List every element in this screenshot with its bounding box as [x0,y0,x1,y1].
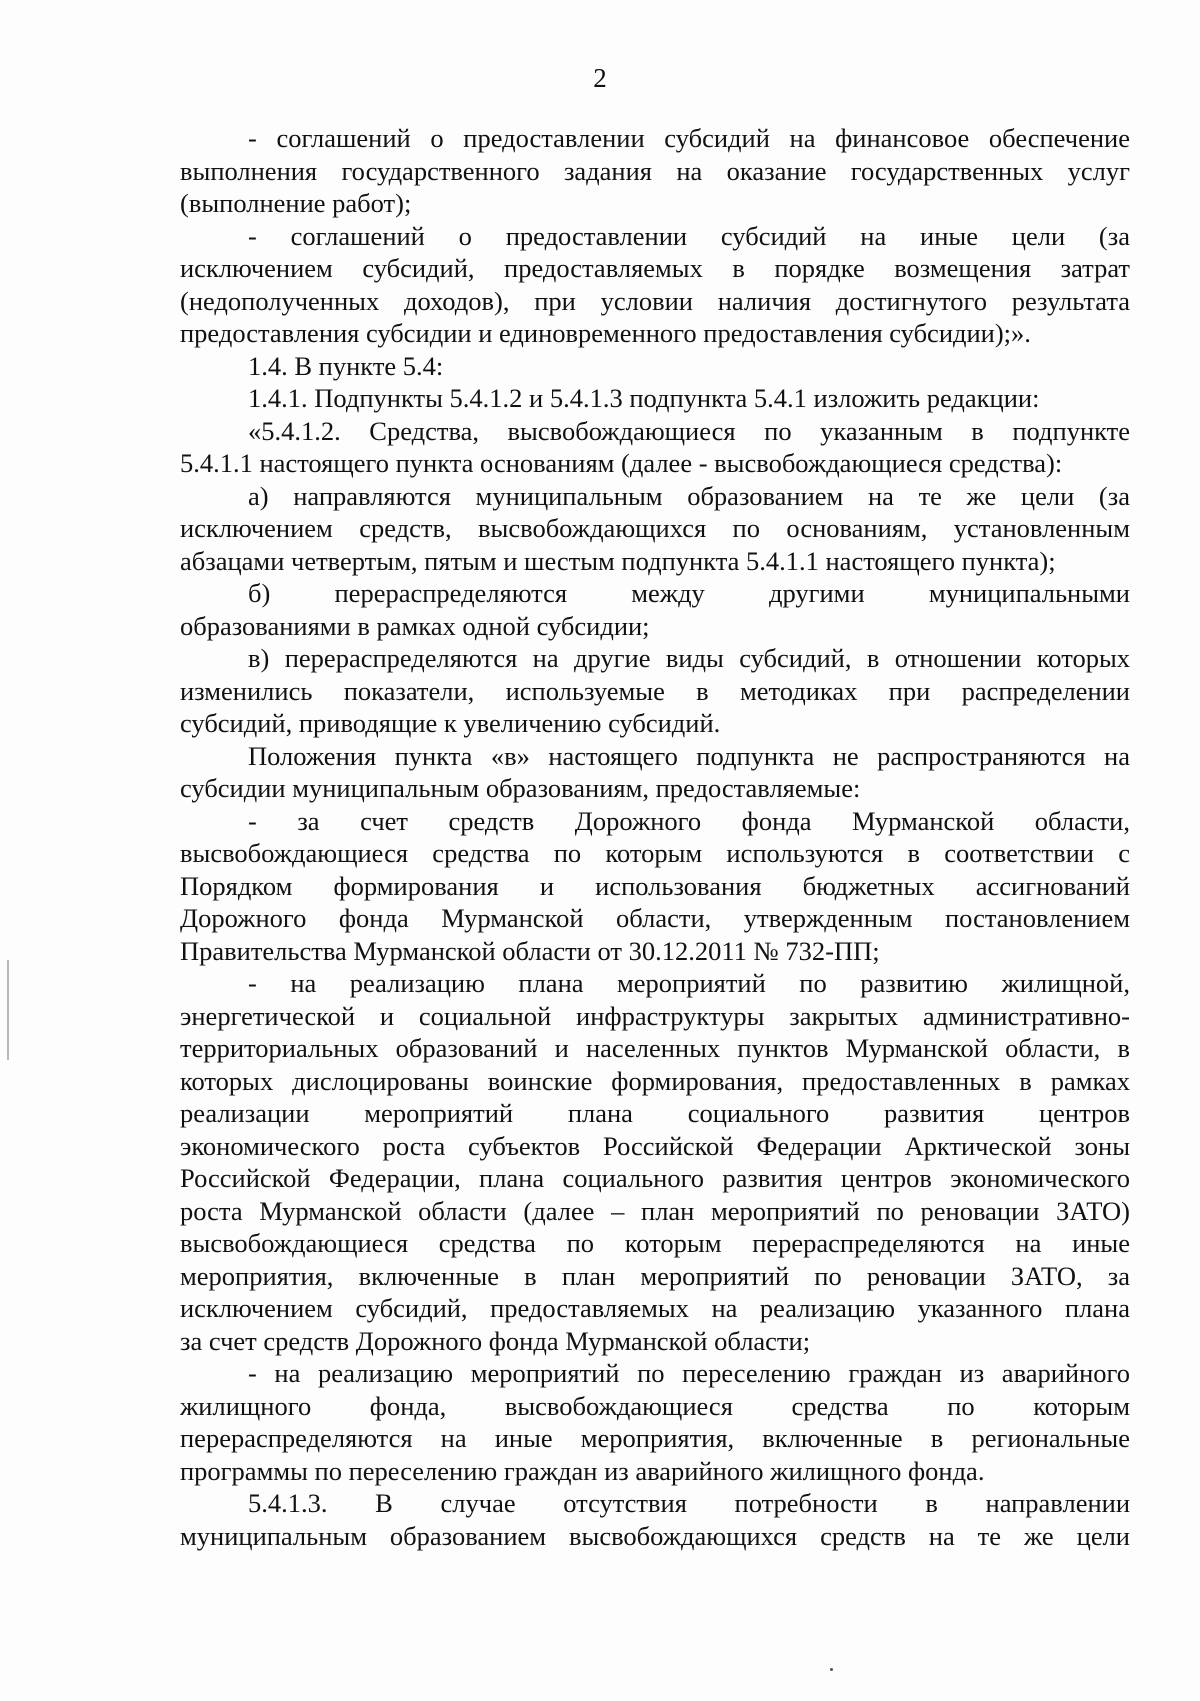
text-line: мероприятия, включенные в план мероприятий по реновации ЗАТО, за [180,1260,1130,1291]
text-line: муниципальным образованием высвобождающихся средств на те же цели [180,1520,1130,1551]
text-line: 5.4.1.3. В случае отсутствия потребности в направлении [248,1488,1130,1518]
document-body [180,122,1130,1552]
text-line: б) перераспределяются между другими муниципальными [248,578,1130,608]
text-line: программы по переселению граждан из аварийного жилищного фонда. [180,1455,985,1486]
text-line: - на реализацию мероприятий по переселению граждан из аварийного [248,1358,1130,1388]
scan-artifact [7,960,9,1060]
text-line: 1.4. В пункте 5.4: [248,350,444,381]
text-line: абзацами четвертым, пятым и шестым подпункта 5.4.1.1 настоящего пункта); [180,545,1056,576]
text-line: высвобождающиеся средства по которым используются в соответствии с [180,838,1130,868]
text-line: реализации мероприятий плана социального развития центров [180,1098,1130,1128]
text-line: «5.4.1.2. Средства, высвобождающиеся по указанным в подпункте [248,415,1130,446]
page-number: 2 [593,63,607,93]
text-line: исключением субсидий, предоставляемых в порядке возмещения затрат [180,253,1130,283]
text-line: экономического роста субъектов Российской Федерации Арктической зоны [180,1130,1130,1161]
text-line: изменились показатели, используемые в методиках при распределении [180,675,1130,706]
text-line: жилищного фонда, высвобождающиеся средства по которым [180,1390,1130,1421]
text-line: исключением субсидий, предоставляемых на реализацию указанного плана [180,1293,1130,1323]
text-line: - соглашений о предоставлении субсидий на финансовое обеспечение [248,123,1130,153]
text-line: Правительства Мурманской области от 30.12.2011 № 732-ПП; [180,935,880,966]
text-line: энергетической и социальной инфраструктуры закрытых административно- [180,1000,1130,1031]
text-line: перераспределяются на иные мероприятия, включенные в региональные [180,1423,1130,1453]
text-line: исключением средств, высвобождающихся по основаниям, установленным [180,513,1130,543]
text-line: Российской Федерации, плана социального развития центров экономического [180,1163,1130,1193]
text-line: субсидии муниципальным образованиям, предоставляемые: [180,773,861,803]
text-line: предоставления субсидии и единовременного предоставления субсидии);». [180,318,1031,348]
text-line: 5.4.1.1 настоящего пункта основаниям (далее - высвобождающиеся средства): [180,448,1063,478]
text-line: 1.4.1. Подпункты 5.4.1.2 и 5.4.1.3 подпункта 5.4.1 изложить редакции: [248,383,1040,413]
scan-artifact-dot [830,1668,833,1671]
text-line: которых дислоцированы воинские формирования, предоставленных в рамках [180,1065,1130,1096]
text-line: а) направляются муниципальным образованием на те же цели (за [248,480,1130,511]
text-line: роста Мурманской области (далее – план мероприятий по реновации ЗАТО) [180,1195,1130,1226]
text-line: территориальных образований и населенных пунктов Мурманской области, в [180,1033,1130,1063]
text-line: в) перераспределяются на другие виды субсидий, в отношении которых [248,643,1130,673]
text-line: высвобождающиеся средства по которым перераспределяются на иные [180,1228,1130,1258]
text-line: Положения пункта «в» настоящего подпункта не распространяются на [248,740,1130,771]
text-line: - за счет средств Дорожного фонда Мурманской области, [248,805,1130,836]
text-line: Дорожного фонда Мурманской области, утвержденным постановлением [180,903,1130,933]
text-line: образованиями в рамках одной субсидии; [180,610,650,641]
text-line: (выполнение работ); [180,188,412,218]
text-line: - на реализацию плана мероприятий по развитию жилищной, [248,968,1130,998]
text-line: - соглашений о предоставлении субсидий на иные цели (за [248,220,1130,251]
text-line: выполнения государственного задания на оказание государственных услуг [180,155,1130,186]
text-line: субсидий, приводящие к увеличению субсидий. [180,708,721,738]
text-line: Порядком формирования и использования бюджетных ассигнований [180,870,1130,901]
text-line: за счет средств Дорожного фонда Мурманской области; [180,1325,811,1356]
text-line: (недополученных доходов), при условии наличия достигнутого результата [180,285,1130,316]
